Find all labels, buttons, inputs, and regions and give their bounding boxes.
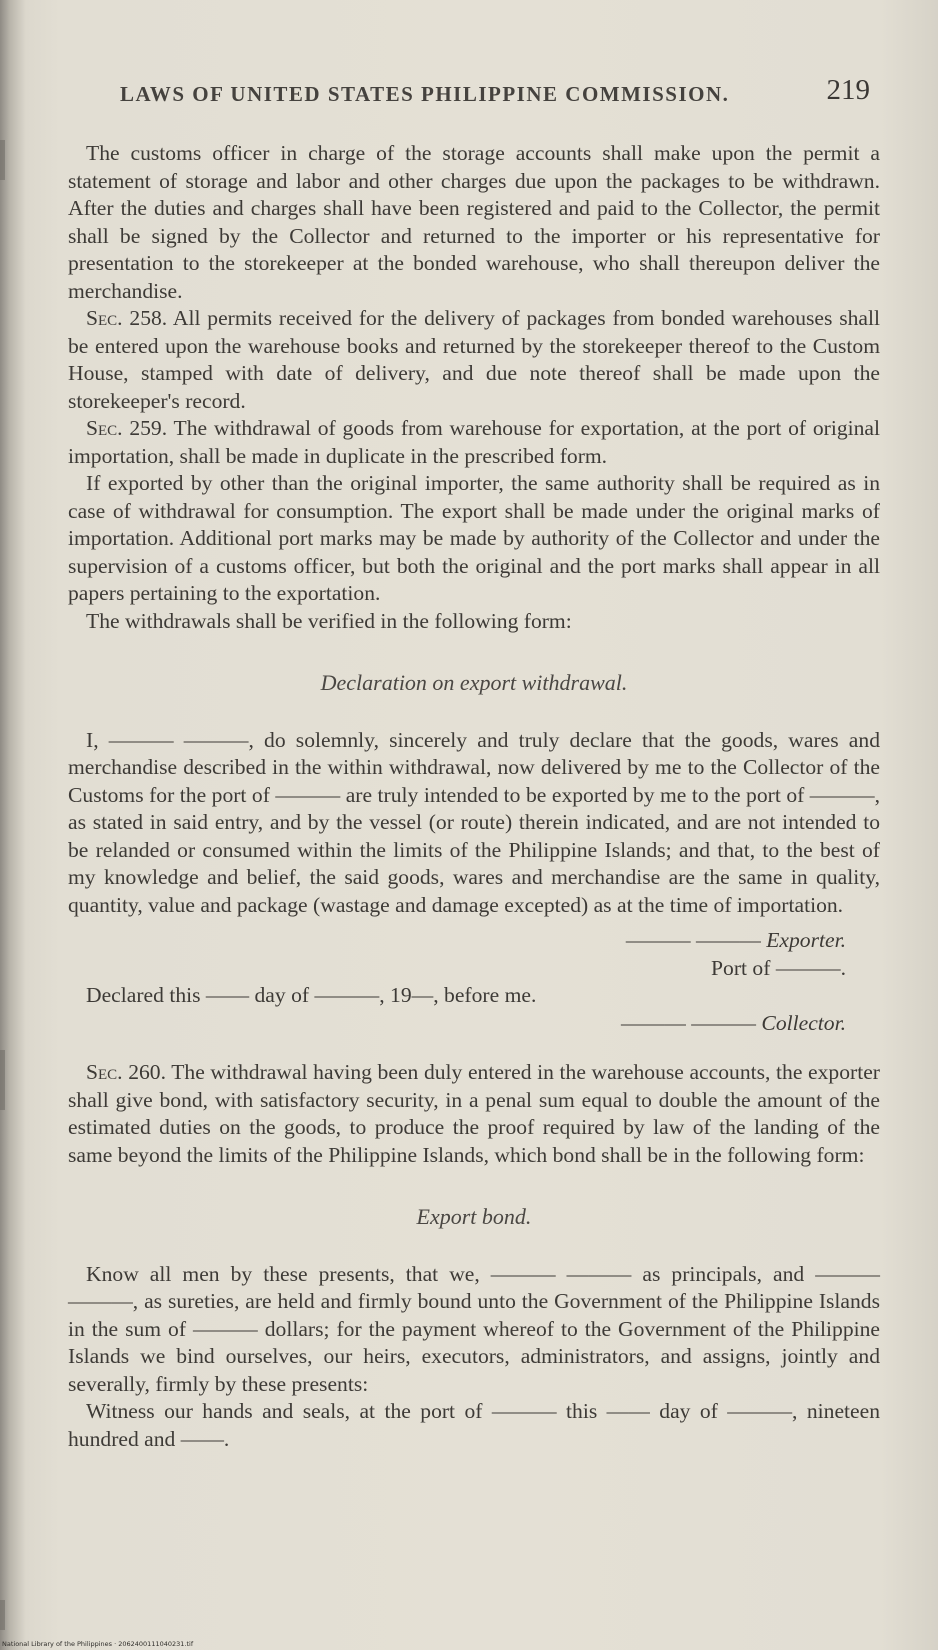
declaration-text: I, ——— ———, do solemnly, sincerely and truly declare that the goods, wares and merchandise described in the within withdrawal, now delivered by me to the Collector of the Customs for the port of ——— are truly intended to be exported by me to the port of ———, as stated in said entry, and by the vessel (or route) therein indicated, and are not intended to be relanded or consumed within the limits of the Philippine Islands; and that, to the best of my knowledge and belief, the said goods, wares and merchandise are the same in quality, quantity, value and package (wastage and damage excepted) as at the time of importation.	[68, 727, 880, 917]
running-head: LAWS OF UNITED STATES PHILIPPINE COMMISSION.	[120, 82, 730, 106]
binding-shadow-mark	[0, 1600, 5, 1630]
section-258	[68, 305, 880, 415]
paragraph-verified: The withdrawals shall be verified in the following form:	[86, 608, 572, 633]
declared-line: Declared this —— day of ———, 19—, before me.	[86, 983, 537, 1007]
section-text: The withdrawal having been duly entered in the warehouse accounts, the exporter shall give bond, with satisfactory security, in a penal sum equal to double the amount of the estimated duties on the goods, to produce the proof required by law of the landing of the same beyond the limits of the Philippine Islands, which bond shall be in the following form:	[68, 1060, 880, 1167]
signature-blank: ——— ———	[621, 1010, 757, 1035]
collector-signature-line	[68, 1010, 880, 1038]
exporter-role: Exporter.	[766, 928, 846, 952]
paragraph-storage-accounts: The customs officer in charge of the storage accounts shall make upon the permit a statement of storage and labor and other charges due upon the packages to be withdrawn. After the duties and charges shall have been registered and paid to the Collector, the permit shall be signed by the Collector and returned to the importer or his representative for presentation to the storekeeper at the bonded warehouse, who shall thereupon deliver the merchandise.	[68, 141, 880, 303]
section-label: Sec. 259.	[86, 416, 168, 440]
binding-shadow-mark	[0, 1050, 5, 1110]
page-body	[68, 140, 880, 1453]
section-text: The withdrawal of goods from warehouse for exportation, at the port of original importation, shall be made in duplicate in the prescribed form.	[68, 416, 880, 468]
bond-title: Export bond.	[416, 1204, 532, 1229]
section-259	[68, 415, 880, 470]
section-label: Sec. 260.	[86, 1060, 166, 1084]
port-of-line: Port of ———.	[711, 955, 846, 980]
page-number: 219	[826, 74, 870, 106]
section-260	[68, 1059, 880, 1169]
signature-blank: ——— ———	[625, 928, 761, 952]
paragraph-exported: If exported by other than the original importer, the same authority shall be required as in case of withdrawal for consumption. The export shall be made under the original marks of importation. Additional port marks may be made by authority of the Collector and under the supervision of a customs officer, but both the original and the port marks shall appear in all papers pertaining to the exportation.	[68, 471, 880, 605]
page-header	[120, 74, 880, 114]
section-text: All permits received for the delivery of packages from bonded warehouses shall be entered upon the warehouse books and returned by the storekeeper thereof to the Custom House, stamped with date of delivery, and due note thereof shall be made upon the storekeeper's record.	[68, 306, 881, 413]
witness-text: Witness our hands and seals, at the port of ——— this —— day of ———, nineteen hundred and ——.	[68, 1399, 880, 1451]
exporter-signature-line	[68, 927, 880, 955]
collector-role: Collector.	[761, 1010, 846, 1035]
scan-credit: National Library of the Philippines · 2062400111040231.tif	[2, 1640, 194, 1648]
binding-shadow-mark	[0, 140, 5, 180]
bond-text: Know all men by these presents, that we, ——— ——— as principals, and ——— ———, as sureties, are held and firmly bound unto the Government of the Philippine Islands in the sum of ——— dollars; for the payment whereof to the Government of the Philippine Islands we bind ourselves, our heirs, executors, administrators, and assigns, jointly and severally, firmly by these presents:	[68, 1261, 880, 1396]
section-label: Sec. 258.	[86, 306, 168, 330]
declaration-title: Declaration on export withdrawal.	[320, 670, 628, 695]
